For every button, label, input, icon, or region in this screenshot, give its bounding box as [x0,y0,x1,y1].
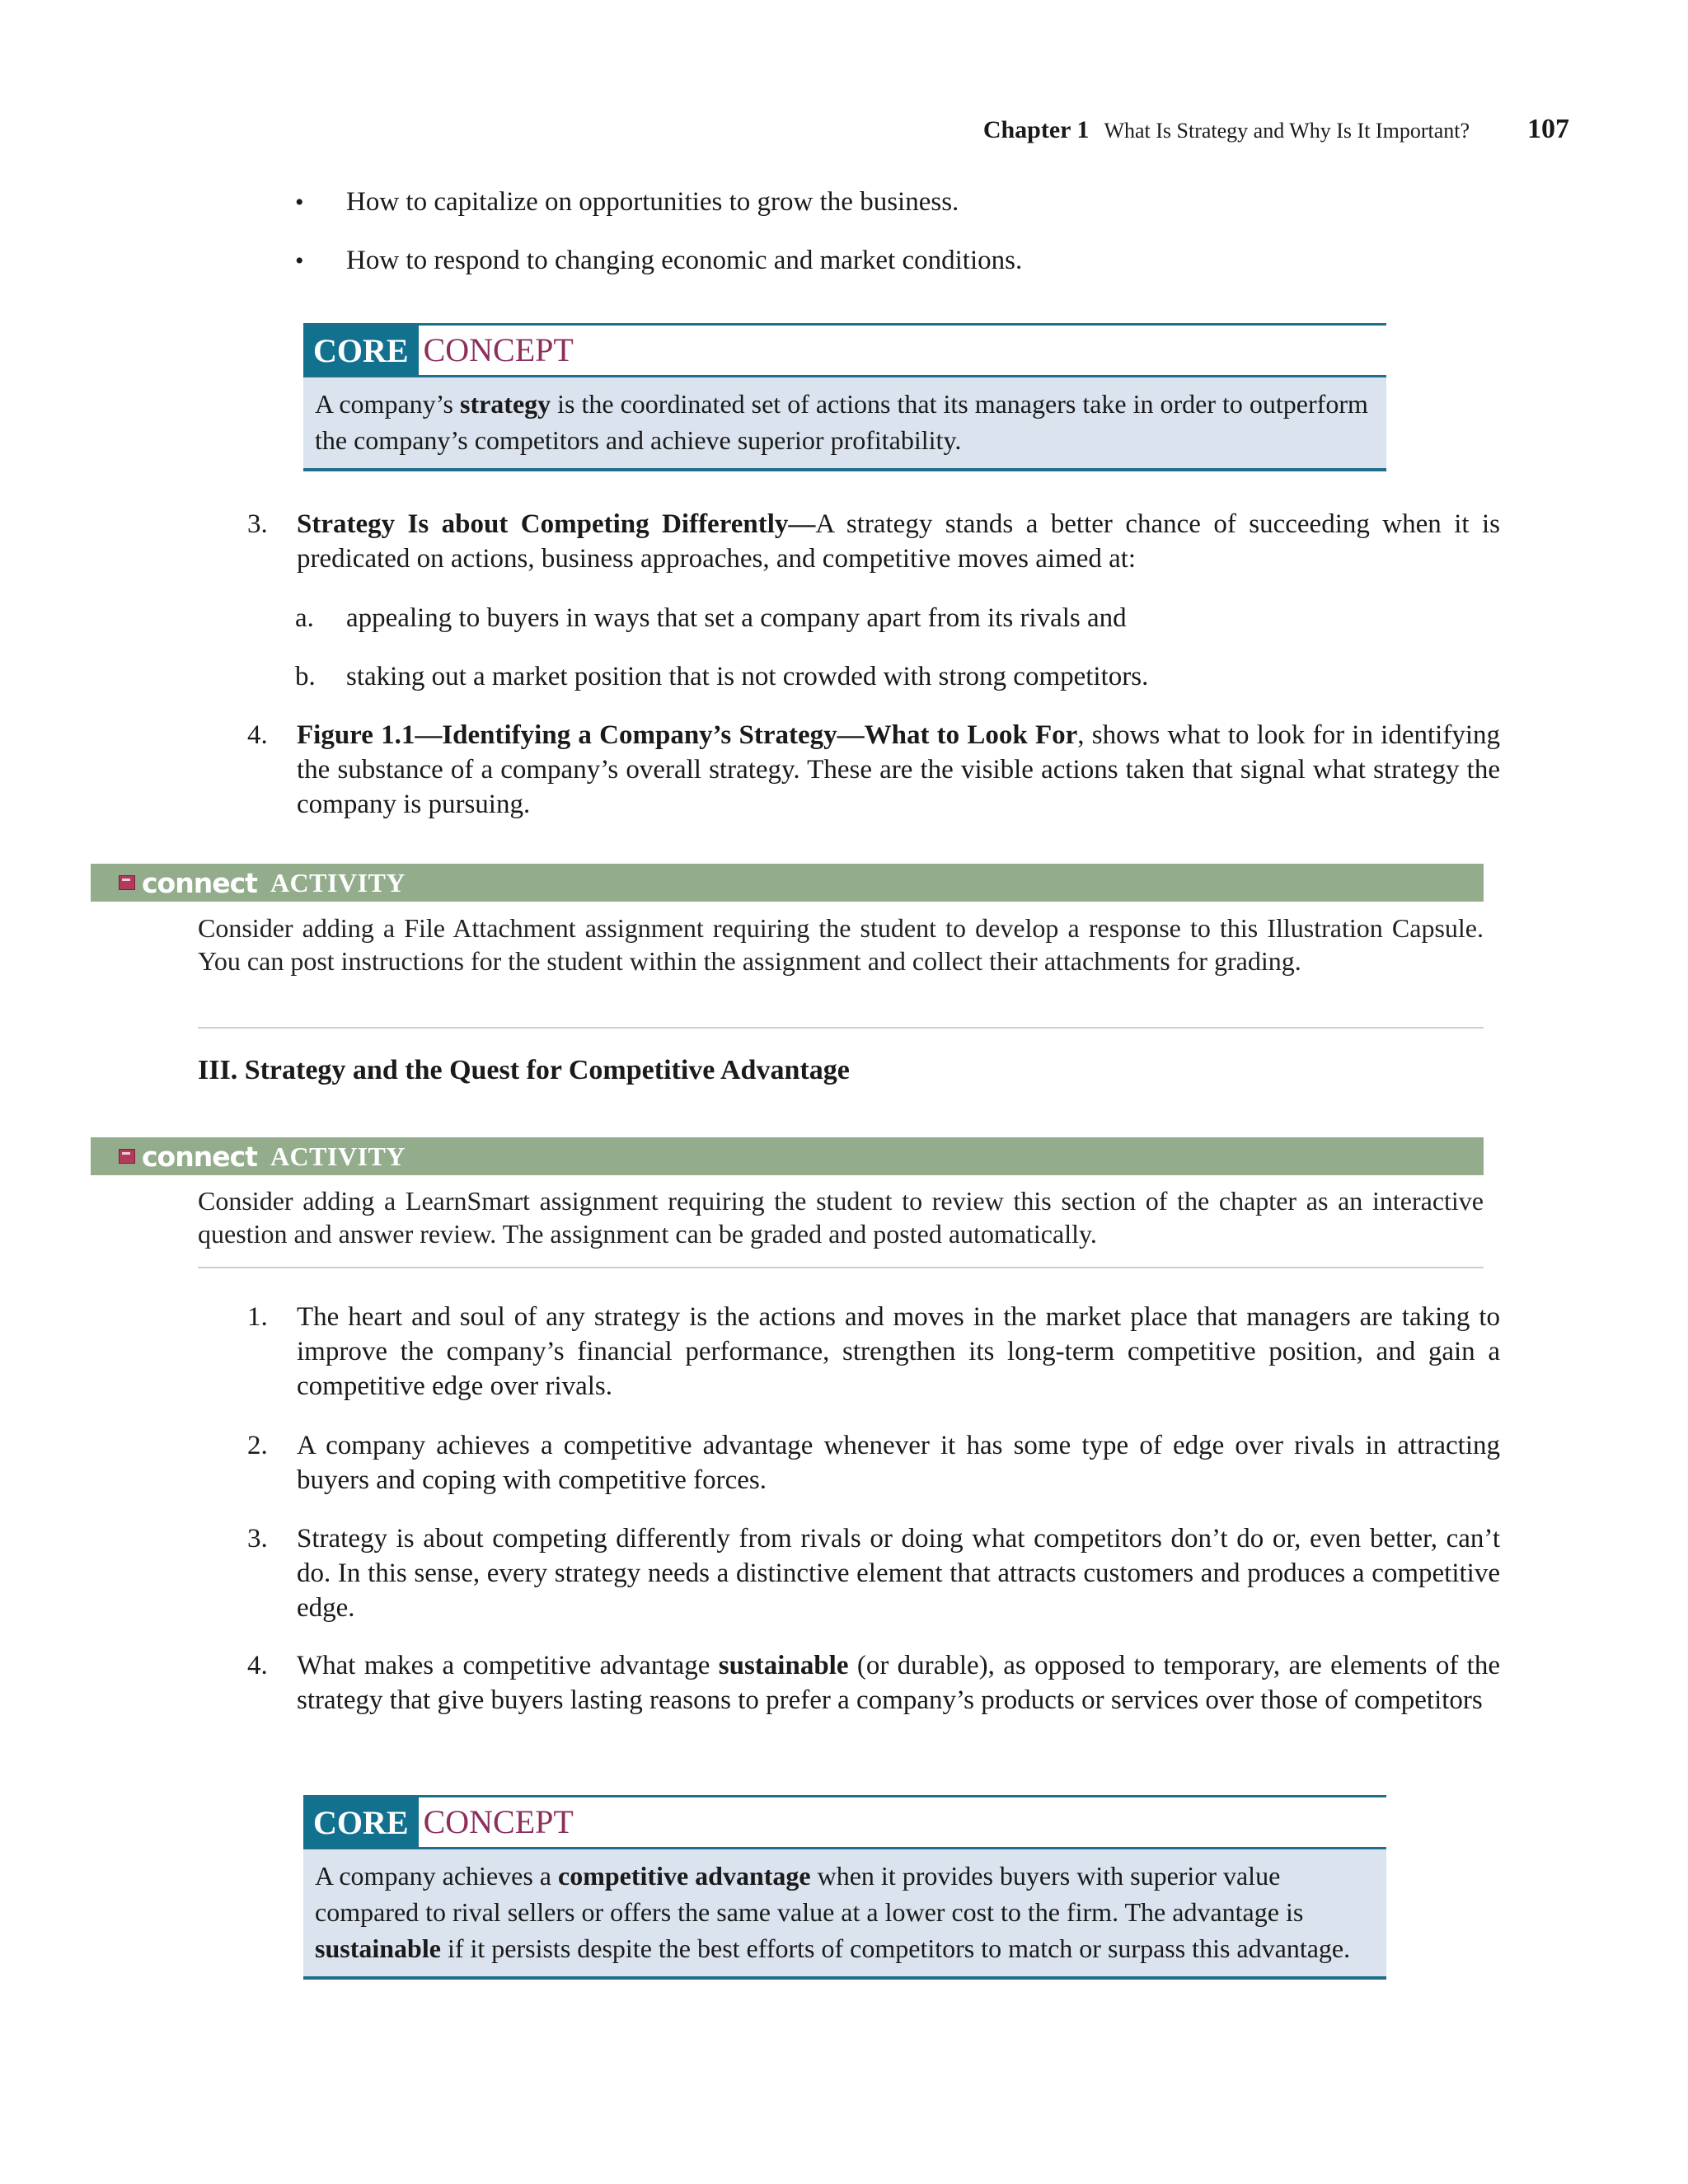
concept-label: CONCEPT [423,1803,574,1840]
divider [198,1267,1484,1268]
bullet-list [295,185,1490,302]
list-number: 4. [247,1651,268,1680]
connect-brand: connect [142,866,257,899]
sub-list-item [295,659,1498,694]
connect-brand: connect [142,1140,257,1173]
keyword-strategy: strategy [459,389,551,419]
list-number: 3. [247,1524,268,1554]
connect-activity-banner [91,1137,1484,1175]
activity-text: Consider adding a File Attachment assignment requiring the student to develop a response to this Illustration Capsule. You can post instructions for the student within the assignment and collect their attachments for grading. [198,913,1484,976]
divider [303,1976,1386,1980]
activity-text: Consider adding a LearnSmart assignment requiring the student to review this section of the chapter as an interactive question and answer review. The assignment can be graded and posted automatically. [198,1186,1484,1249]
section-heading: III. Strategy and the Quest for Competitive Advantage [198,1055,850,1085]
figure-reference: Figure 1.1—Identifying a Company’s Strategy—What to Look For [297,720,1078,750]
list-item [247,1521,1500,1625]
core-concept-text: A company achieves a competitive advantage when it provides buyers with superior value compared to rival sellers or offers the same value at a lower cost to the firm. The advantage is sustainable if it persists despite the best efforts of competitors to match or surpass this advantage. [303,1849,1386,1976]
bullet-icon: • [295,189,304,216]
core-concept-heading [303,326,1386,375]
bullet-text: How to capitalize on opportunities to grow the business. [346,187,959,217]
list-text: Figure 1.1—Identifying a Company’s Strategy—What to Look For, shows what to look for in identifying the substance of a company’s overall strategy. These are the visible actions taken that signal what strategy the company is pursuing. [297,720,1500,819]
list-text: The heart and soul of any strategy is the actions and moves in the market place that managers are taking to improve the company’s financial performance, strengthen its long-term competitive position, and gain a competitive edge over rivals. [297,1302,1500,1401]
header-chapter: Chapter 1 [982,116,1090,143]
bullet-icon: • [295,247,304,274]
connect-activity-banner [91,864,1484,902]
divider [303,468,1386,471]
sub-list-text: staking out a market position that is not crowded with strong competitors. [346,662,1149,691]
connect-logo-icon [119,875,135,890]
keyword-sustainable: sustainable [718,1651,849,1680]
header-title: What Is Strategy and Why Is It Important? [1104,119,1470,143]
bullet-item [295,185,1490,220]
running-header [983,114,1569,145]
list-number: 3. [247,509,268,539]
page-number: 107 [1527,114,1569,144]
core-concept-box [303,323,1386,471]
sub-list-letter: a. [295,603,314,633]
keyword-sustainable: sustainable [315,1933,441,1963]
list-number: 2. [247,1431,268,1460]
list-text: What makes a competitive advantage sustainable (or durable), as opposed to temporary, are elements of the strategy that give buyers lasting reasons to prefer a company’s products or services over those of competitors [297,1651,1500,1715]
sub-list-letter: b. [295,662,316,691]
core-label: CORE [303,326,419,375]
list-text: A company achieves a competitive advantage whenever it has some type of edge over rivals in attracting buyers and coping with competitive forces. [297,1431,1500,1495]
list-item [247,718,1500,822]
core-label: CORE [303,1797,419,1847]
list-text: Strategy Is about Competing Differently—A strategy stands a better chance of succeeding when it is predicated on actions, business approaches, and competitive moves aimed at: [297,509,1501,574]
sub-list-text: appealing to buyers in ways that set a company apart from its rivals and [346,603,1127,633]
activity-label: ACTIVITY [270,867,406,898]
list-number: 4. [247,720,268,750]
concept-label: CONCEPT [423,331,574,368]
sub-list-item [295,601,1498,635]
activity-label: ACTIVITY [270,1141,406,1171]
core-concept-box [303,1795,1386,1980]
bullet-text: How to respond to changing economic and market conditions. [346,246,1023,275]
divider [198,1027,1484,1029]
core-concept-text: A company’s strategy is the coordinated set of actions that its managers take in order to outperform the company’s competitors and achieve superior profitability. [303,377,1386,468]
list-text: Strategy is about competing differently from rivals or doing what competitors don’t do or, even better, can’t do. In this sense, every strategy needs a distinctive element that attracts customers and produces a competitive edge. [297,1524,1500,1623]
list-item [247,1300,1500,1404]
list-item [247,1428,1500,1497]
list-number: 1. [247,1302,268,1332]
bullet-item [295,243,1490,279]
core-concept-heading [303,1797,1386,1847]
keyword-competitive-advantage: competitive advantage [558,1861,811,1891]
list-item [247,1648,1500,1718]
connect-logo-icon [119,1149,135,1164]
list-item [247,507,1500,576]
